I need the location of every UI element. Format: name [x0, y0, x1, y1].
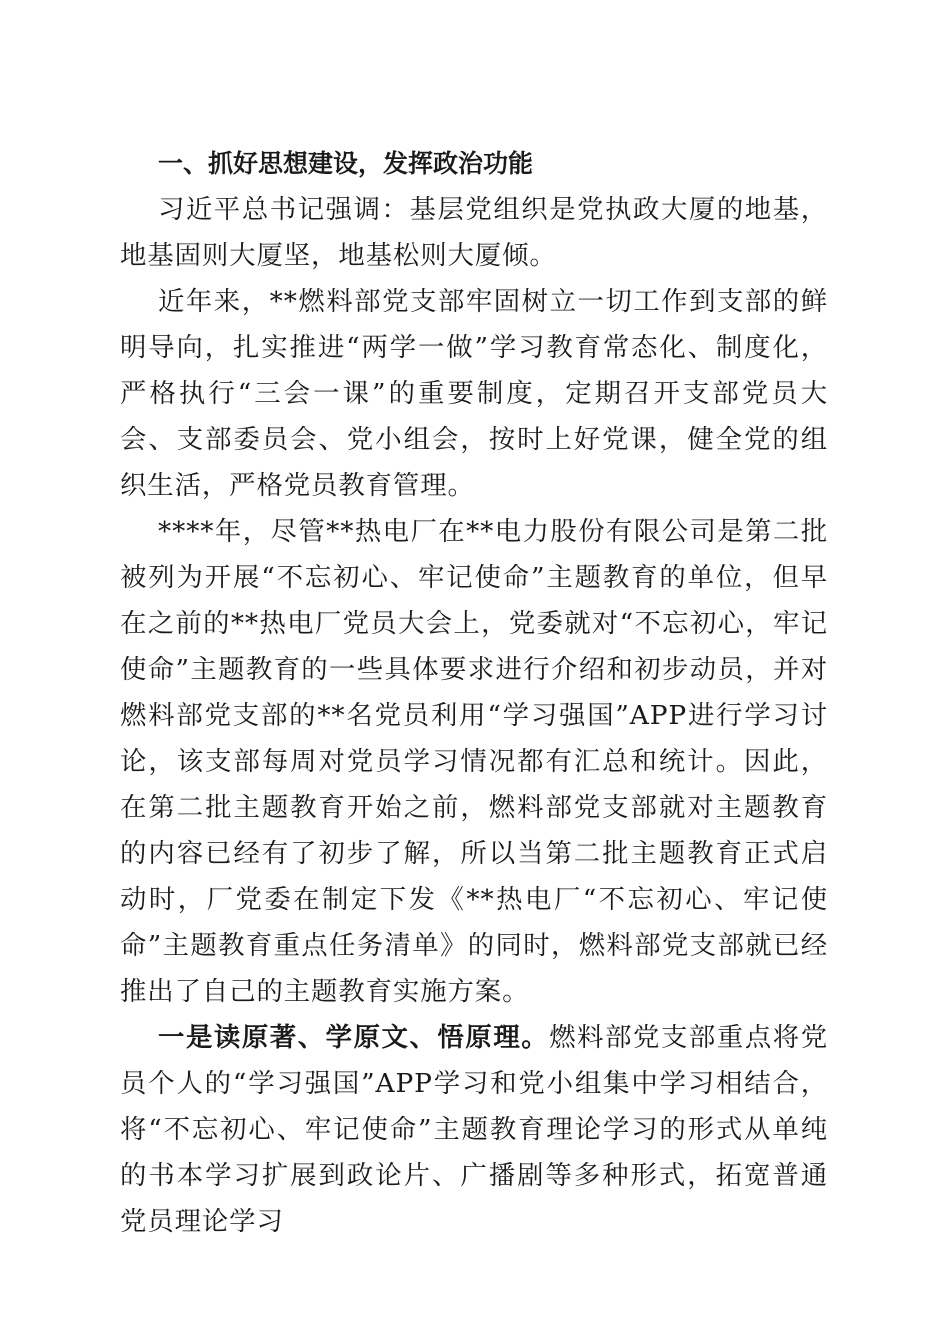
paragraph-theme-education: ****年，尽管**热电厂在**电力股份有限公司是第二批被列为开展“不忘初心、牢记使命”主题教育的单位，但早在之前的**热电厂党员大会上，党委就对“不忘初心，牢记使命”主题教育的一些具体要求进行介绍和初步动员，并对燃料部党支部的**名党员利用“学习强国”APP进行学习讨论，该支部每周对党员学习情况都有汇总和统计。因此，在第二批主题教育开始之前，燃料部党支部就对主题教育的内容已经有了初步了解，所以当第二批主题教育正式启动时，厂党委在制定下发《**热电厂“不忘初心、牢记使命”主题教育重点任务清单》的同时，燃料部党支部就已经推出了自己的主题教育实施方案。 [120, 516, 828, 1007]
paragraph-quote: 习近平总书记强调：基层党组织是党执政大厦的地基，地基固则大厦坚，地基松则大厦倾。 [120, 194, 828, 271]
document-body [120, 143, 828, 1245]
paragraph-body: 燃料部党支部重点将党员个人的“学习强国”APP学习和党小组集中学习相结合，将“不忘初心、牢记使命”主题教育理论学习的形式从单纯的书本学习扩展到政论片、广播剧等多种形式，拓宽普通党员理论学习 [120, 1022, 828, 1237]
paragraph-recent-years: 近年来，**燃料部党支部牢固树立一切工作到支部的鲜明导向，扎实推进“两学一做”学习教育常态化、制度化，严格执行“三会一课”的重要制度，定期召开支部党员大会、支部委员会、党小组会，按时上好党课，健全党的组织生活，严格党员教育管理。 [120, 286, 828, 501]
paragraph-lead: 一是读原著、学原文、悟原理。 [158, 1022, 550, 1053]
section-heading: 一、抓好思想建设，发挥政治功能 [158, 149, 534, 178]
paragraph-study-originals [120, 1015, 828, 1245]
